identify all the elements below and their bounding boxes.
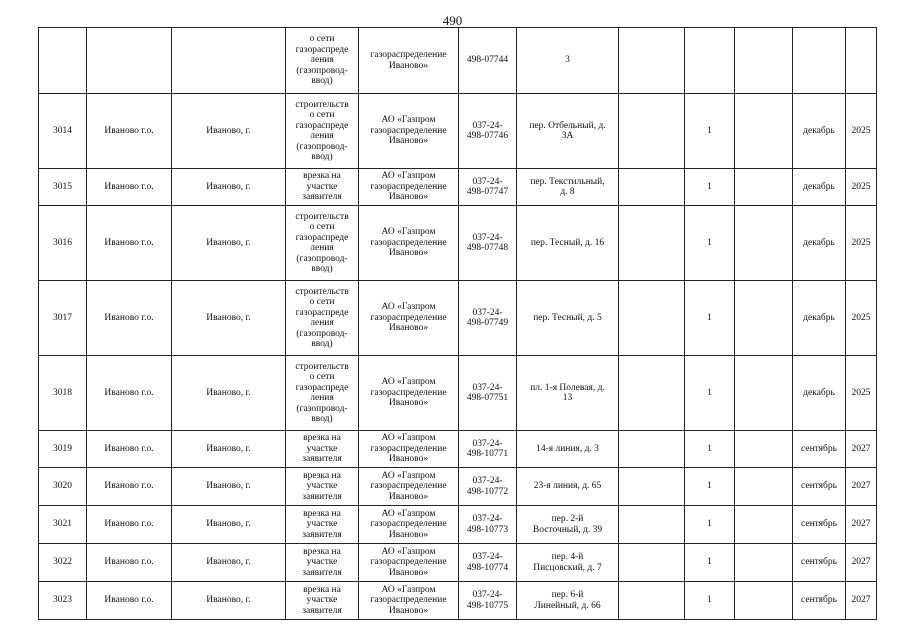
cell-qty	[685, 28, 735, 94]
cell-empty	[735, 206, 793, 281]
cell-empty	[735, 582, 793, 620]
cell-address: пер. Тесный, д. 5	[517, 281, 619, 356]
cell-address: 14-я линия, д. 3	[517, 431, 619, 468]
cell-work-type: строительств о сети газораспреде ления (газопровод- ввод)	[286, 94, 359, 169]
cell-district: Иваново г.о.	[87, 206, 172, 281]
table-row	[39, 544, 877, 582]
cell-empty	[619, 169, 685, 206]
cell-year: 2025	[846, 94, 877, 169]
cell-address: пер. Текстильный, д. 8	[517, 169, 619, 206]
cell-num: 3022	[39, 544, 87, 582]
cell-code: 037-24- 498-10773	[459, 506, 517, 544]
cell-code: 037-24- 498-10774	[459, 544, 517, 582]
cell-work-type: врезка на участке заявителя	[286, 169, 359, 206]
cell-num: 3014	[39, 94, 87, 169]
table-row	[39, 582, 877, 620]
cell-month: декабрь	[793, 206, 846, 281]
cell-city: Иваново, г.	[172, 468, 286, 506]
cell-address: пер. 6-й Линейный, д. 66	[517, 582, 619, 620]
cell-empty	[619, 28, 685, 94]
cell-city: Иваново, г.	[172, 582, 286, 620]
cell-organization: АО «Газпром газораспределение Иваново»	[359, 169, 459, 206]
cell-code: 037-24- 498-10775	[459, 582, 517, 620]
cell-qty: 1	[685, 431, 735, 468]
cell-code: 498-07744	[459, 28, 517, 94]
table-row	[39, 281, 877, 356]
cell-organization: газораспределение Иваново»	[359, 28, 459, 94]
cell-district: Иваново г.о.	[87, 94, 172, 169]
cell-empty	[735, 506, 793, 544]
cell-month: декабрь	[793, 94, 846, 169]
table-row-continued	[39, 28, 877, 94]
cell-work-type: строительств о сети газораспреде ления (газопровод- ввод)	[286, 281, 359, 356]
cell-work-type: строительств о сети газораспреде ления (газопровод- ввод)	[286, 206, 359, 281]
cell-qty: 1	[685, 94, 735, 169]
cell-address: пер. 2-й Восточный, д. 39	[517, 506, 619, 544]
cell-month: сентябрь	[793, 468, 846, 506]
cell-code: 037-24- 498-10772	[459, 468, 517, 506]
cell-organization: АО «Газпром газораспределение Иваново»	[359, 544, 459, 582]
cell-num: 3020	[39, 468, 87, 506]
cell-empty	[619, 356, 685, 431]
cell-empty	[735, 281, 793, 356]
cell-year: 2027	[846, 468, 877, 506]
cell-address: пл. 1-я Полевая, д. 13	[517, 356, 619, 431]
cell-code: 037-24- 498-07747	[459, 169, 517, 206]
cell-qty: 1	[685, 169, 735, 206]
cell-city	[172, 28, 286, 94]
cell-year	[846, 28, 877, 94]
cell-city: Иваново, г.	[172, 206, 286, 281]
cell-year: 2027	[846, 582, 877, 620]
cell-district: Иваново г.о.	[87, 356, 172, 431]
cell-code: 037-24- 498-10771	[459, 431, 517, 468]
cell-work-type: врезка на участке заявителя	[286, 582, 359, 620]
cell-organization: АО «Газпром газораспределение Иваново»	[359, 431, 459, 468]
cell-qty: 1	[685, 281, 735, 356]
cell-district: Иваново г.о.	[87, 582, 172, 620]
cell-work-type: врезка на участке заявителя	[286, 544, 359, 582]
cell-organization: АО «Газпром газораспределение Иваново»	[359, 506, 459, 544]
cell-code: 037-24- 498-07748	[459, 206, 517, 281]
cell-address: пер. Тесный, д. 16	[517, 206, 619, 281]
cell-month: декабрь	[793, 169, 846, 206]
cell-district: Иваново г.о.	[87, 506, 172, 544]
cell-empty	[619, 544, 685, 582]
cell-month: декабрь	[793, 281, 846, 356]
cell-city: Иваново, г.	[172, 431, 286, 468]
cell-district: Иваново г.о.	[87, 431, 172, 468]
cell-empty	[619, 468, 685, 506]
table-row	[39, 356, 877, 431]
cell-code: 037-24- 498-07749	[459, 281, 517, 356]
cell-num: 3023	[39, 582, 87, 620]
cell-num: 3015	[39, 169, 87, 206]
cell-qty: 1	[685, 582, 735, 620]
cell-organization: АО «Газпром газораспределение Иваново»	[359, 468, 459, 506]
cell-num: 3016	[39, 206, 87, 281]
cell-organization: АО «Газпром газораспределение Иваново»	[359, 94, 459, 169]
cell-city: Иваново, г.	[172, 169, 286, 206]
cell-district: Иваново г.о.	[87, 169, 172, 206]
cell-empty	[735, 28, 793, 94]
table-row	[39, 94, 877, 169]
cell-empty	[619, 94, 685, 169]
cell-month: декабрь	[793, 356, 846, 431]
cell-year: 2025	[846, 281, 877, 356]
cell-num: 3017	[39, 281, 87, 356]
cell-num: 3019	[39, 431, 87, 468]
cell-month: сентябрь	[793, 544, 846, 582]
table-row	[39, 468, 877, 506]
cell-district: Иваново г.о.	[87, 544, 172, 582]
cell-address: пер. Отбельный, д. 3А	[517, 94, 619, 169]
cell-address: пер. 4-й Писцовский, д. 7	[517, 544, 619, 582]
cell-qty: 1	[685, 468, 735, 506]
cell-code: 037-24- 498-07746	[459, 94, 517, 169]
cell-qty: 1	[685, 544, 735, 582]
table-row	[39, 431, 877, 468]
cell-year: 2027	[846, 544, 877, 582]
table-row	[39, 506, 877, 544]
cell-empty	[735, 431, 793, 468]
cell-city: Иваново, г.	[172, 506, 286, 544]
cell-year: 2025	[846, 206, 877, 281]
cell-year: 2027	[846, 431, 877, 468]
cell-code: 037-24- 498-07751	[459, 356, 517, 431]
cell-work-type: врезка на участке заявителя	[286, 468, 359, 506]
cell-address: 23-я линия, д. 65	[517, 468, 619, 506]
cell-empty	[735, 468, 793, 506]
cell-empty	[619, 582, 685, 620]
cell-district: Иваново г.о.	[87, 281, 172, 356]
cell-empty	[619, 206, 685, 281]
cell-empty	[619, 431, 685, 468]
cell-work-type: врезка на участке заявителя	[286, 506, 359, 544]
table-row	[39, 206, 877, 281]
cell-work-type: врезка на участке заявителя	[286, 431, 359, 468]
cell-num: 3018	[39, 356, 87, 431]
cell-district	[87, 28, 172, 94]
table-row	[39, 169, 877, 206]
cell-empty	[735, 94, 793, 169]
cell-qty: 1	[685, 506, 735, 544]
cell-district: Иваново г.о.	[87, 468, 172, 506]
cell-empty	[735, 356, 793, 431]
cell-year: 2027	[846, 506, 877, 544]
cell-work-type: строительств о сети газораспреде ления (газопровод- ввод)	[286, 356, 359, 431]
cell-month: сентябрь	[793, 506, 846, 544]
cell-year: 2025	[846, 356, 877, 431]
cell-month: сентябрь	[793, 431, 846, 468]
cell-city: Иваново, г.	[172, 356, 286, 431]
cell-empty	[619, 281, 685, 356]
cell-qty: 1	[685, 356, 735, 431]
gas-connection-table	[38, 27, 877, 620]
cell-city: Иваново, г.	[172, 281, 286, 356]
cell-organization: АО «Газпром газораспределение Иваново»	[359, 356, 459, 431]
cell-organization: АО «Газпром газораспределение Иваново»	[359, 206, 459, 281]
cell-organization: АО «Газпром газораспределение Иваново»	[359, 281, 459, 356]
cell-month: сентябрь	[793, 582, 846, 620]
cell-city: Иваново, г.	[172, 544, 286, 582]
cell-num	[39, 28, 87, 94]
page-number: 490	[442, 13, 463, 28]
cell-city: Иваново, г.	[172, 94, 286, 169]
cell-address: 3	[517, 28, 619, 94]
cell-empty	[735, 544, 793, 582]
cell-qty: 1	[685, 206, 735, 281]
cell-organization: АО «Газпром газораспределение Иваново»	[359, 582, 459, 620]
cell-month	[793, 28, 846, 94]
cell-empty	[619, 506, 685, 544]
cell-work-type: о сети газораспреде ления (газопровод- ввод)	[286, 28, 359, 94]
cell-year: 2025	[846, 169, 877, 206]
cell-empty	[735, 169, 793, 206]
cell-num: 3021	[39, 506, 87, 544]
